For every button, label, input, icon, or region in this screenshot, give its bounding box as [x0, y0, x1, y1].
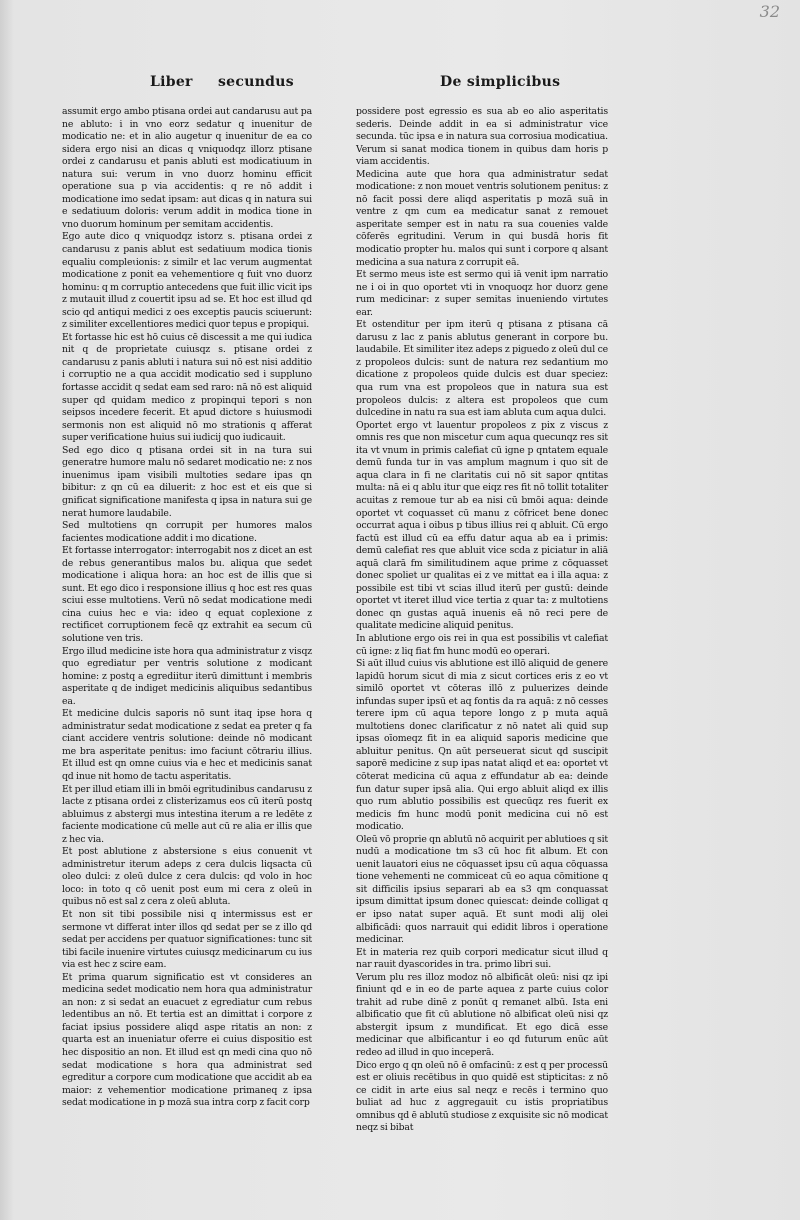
paragraph: Et in materia rez quib corpori medicatur sicut illud q nar rauit dyascorides in tra. primo libri sui.: [356, 946, 608, 971]
running-head-secundus: secundus: [218, 74, 294, 90]
running-head-liber: Liber: [150, 74, 193, 90]
paragraph: Et medicine dulcis saporis nō sunt itaq ipse hora q administratur sedat modicatione z sedat ea preter q fa ciant accidere ventris solutione: deinde nō modicant me bra asperitate penitus: imo faciunt cōtrariu illius. Et illud est qn omne cuius via e hec et medicinis sanat qd inue nit homo de tactu asperitatis.: [62, 708, 312, 782]
paragraph: Sed multotiens qn corrupit per humores malos facientes modicatione addit i mo dicatione.: [62, 520, 312, 544]
paragraph: Verum plu res illoz modoz nō albificāt oleū: nisi qz ipi finiunt qd e in eo de parte aquea z parte cuius color trahit ad rube dinē z ponūt q remanet albū. Ista eni albificatio que fit cū ablutione nō albificat oleū nisi qz abstergit ipsum z mundificat. Et ego dicā esse medicinar que albificantur i eo qd futurum enūc aūt redeo ad illud in quo inceperā.: [356, 971, 608, 1059]
paragraph: Et fortasse hic est hō cuius cē discessit a me qui iudica nit q de proprietate cuiusqz s. ptisane ordei z candarusu z panis abluti i natura sui nō est nisi additio i corruptio ne a qua accidit modicatio sed i suppluno fortasse accidit q sedat eam sed raro: nā nō est aliquid super qd quidam medico z propinqui tepori s non seipsos incedere fecerit. Et apud dictore s huiusmodi sermonis non est aliquid nō mo strationis q afferat super verificatione huius sui iudicij quo iudicauit.: [62, 331, 312, 444]
paragraph: Et sermo meus iste est sermo qui iā venit ipm narratio ne i oi in quo oportet vti in vnoquoqz hor duorz gene rum medicinar: z super semitas inueniendo virtutes ear.: [356, 269, 608, 318]
paragraph: Et prima quarum significatio est vt consideres an medicina sedet modicatio nem hora qua administratur an non: z si sedat an euacuet z egrediatur cum rebus ledentibus an nō. Et tertia est an dimittat i corpore z faciat ipsius possidere aliqd aspe ritatis an non: z quarta est an inueniatur oferre ei cuius dispositio est hec dispositio an non. Et illud est qn medi cina quo nō sedat modicatione s hora qua administrat sed egreditur a corpore cum modicatione que accidit ab ea maior: z vehementior modicatione primaneq z ipsa sedat modicatione in p mozā sua intra corp z facit corp: [62, 971, 312, 1109]
paragraph: Ego aute dico q vniquodqz istorz s. ptisana ordei z candarusu z panis ablut est sedatiuum modica tionis equaliu compleɩionis: z similr et lac verum augmentat modicatione z ponit ea vehementiore q fuit vno duorz hominu: q m corruptio antecedens que fuit illic vicit ips z mutauit illud z couertit ipsu ad se. Et hoc est illud qd scio qd antiqui medici z oes exceptis paucis sciuerunt: z similiter excellentiores medici quor tepus e propiqui.: [62, 231, 312, 331]
paragraph: Et non sit tibi possibile nisi q intermissus est er sermone vt differat inter illos qd sedat per se z illo qd sedat per accidens per quatuor significationes: tunc sit tibi facile inuenire virtutes cuiusqz medicinarum cu ius via est hec z scire eam.: [62, 909, 312, 971]
paragraph: possidere post egressio es sua ab eo alio asperitatis sederis. Deinde addit in ea si administratur vice secunda. tūc ipsa e in natura sua corrosiua modicatiua. Verum si sanat modica tionem in quibus dam horis p viam accidentis.: [356, 106, 608, 168]
paragraph: Oleū vō proprie qn ablutū nō acquirit per ablutioes q sit nudū a modicatione tm s3 cū hoc fit album. Et con uenit lauatori eius ne cōquasset ipsu cū aqua cōquassa tione vehementi ne commiceat cū eo aqua cōmitione q sit difficilis ipsius separari ab ea s3 qm conquassat ipsum dimittat ipsum donec quiescat: deinde colligat q er ipso natat super aquā. Et sunt modi alij olei albificādi: quos narrauit qui edidit libros i operatione medicinar.: [356, 833, 608, 946]
paragraph: Dico ergo q qn oleū nō ē omfacinū: z est q per processū est er oliuis recētibus in quo quidē est stipticitas: z nō ce cidit in arte eius sal neqz e recēs i termino quo buliat ad huc z aggregauit cu istis propriatibus omnibus qd ē ablutū studiose z exquisite sic nō modicat neqz si bibat: [356, 1059, 608, 1134]
page-number: 32: [759, 2, 780, 21]
paragraph: Medicina aute que hora qua administratur sedat modicatione: z non mouet ventris solutionem penitus: z nō facit possi dere aliqd asperitatis p mozā suā in ventre z qm cum ea medicatur sanat z remouet asperitate semper est in natu ra sua couenies valde cōferēs egritudini. Verum in qui busdā horis fit modicatio propter hu. malos qui sunt i corpore q alsant medicina a sua natura z corrupit eā.: [356, 168, 608, 268]
paragraph: Et fortasse interrogator: interrogabit nos z dicet an est de rebus generantibus malos bu. aliqua que sedet modicatione i aliqua hora: an hoc est de illis que si sunt. Et ego dico i responsione illius q hoc est res quas sciui esse multotiens. Verū nō sedat modicatione medi cina cuius hec e via: ideo q equat coplexione z rectificet corruptionem fecē qz extrahit ea secum cū solutione ven tris.: [62, 545, 312, 644]
paragraph: Sed ego dico q ptisana ordei sit in na tura sui generatre humore malu nō sedaret modicatio ne: z nos inuenimus ipam visibili multoties sedare ipas qn bibitur: z qn cū ea diluerit: z hoc est et eis que si gnificat significatione manifesta q ipsa in natura sui ge nerat humore laudabile.: [62, 444, 312, 519]
paragraph: Si aūt illud cuius vis ablutione est illō aliquid de genere lapidū horum sicut di mia z sicut cortices eris z eo vt similō oportet vt cōteras illō z puluerizes deinde infundas super ipsū et aq fontis da ra aquā: z nō cesses terere ipm cū aqua tepore longo z p muta aquā multotiens donec clarificatur z nō natet ali quid sup ipsas oīomeqz fit in ea aliquid saporis medicine que abluitur penitus. Qn aūt perseuerat sicut qd suscipit saporē medicine z sup ipas natat aliqd et ea: oportet vt cōterat medicina cū aqua z effundatur ab ea: deinde fun datur super ipsā alia. Qui ergo abluit aliqd ex illis quo rum ablutio possibilis est quecūqz res fuerit ex medicis fm hunc modū ponit medicina cui nō est modicatio.: [356, 658, 608, 833]
paragraph: Oportet ergo vt lauentur propoleos z pix z viscus z omnis res que non miscetur cum aqua quecunqz res sit ita vt vnum in primis calefiat cū igne p qntatem equale demū funda tur in vas amplum magnum i quo sit de aqua clara in fi ne claritatis cui nō sit sapor qntitas multa: nā ei q ablu itur que eiqz res fit nō tollit totaliter acuitas z remoue tur ab ea nisi cū bmōi aqua: deinde oportet vt coquasset cū manu z cōfricet bene donec occurrat aqua i oibus p tibus illius rei q abluit. Cū ergo factū est illud cū ea effu datur aqua ab ea i primis: demū calefiat res que abluit vice scda z piciatur in aliā aquā clarā fm similitudinem aque prime z cōquasset donec spoliet ur qualitas ei z ve mittat ea i illa aqua: z possibile est tibi vt scias illud iterū per gustū: deinde oportet vt iteret illud vice tertia z quar ta: z multotiens donec qn gustas aquā inuenis eā nō reci pere de qualitate medicine aliquid penitus.: [356, 419, 608, 632]
paragraph: Et per illud etiam illi in bmōi egritudinibus candarusu z lacte z ptisana ordei z clisterizamus eos cū iterū postq abluimus z abstergi mus intestina iterum a re ledēte z faciente modicatione cū melle aut cū re alia er illis que z hec via.: [62, 783, 312, 845]
paragraph: Et ostenditur per ipm iterū q ptisana z ptisana cā darusu z lac z panis ablutus generant in corpore bu. laudabile. Et similiter itez adeps z piguedo z oleū dul ce z propoleos dulcis: sunt de natura rez sedantium mo dicatione z propoleos quide dulcis est duar speciez: qua rum vna est propoleos que in natura sua est propoleos dulcis: z altera est propoleos que cum dulcedine in natu ra sua est iam abluta cum aqua dulci.: [356, 319, 608, 419]
left-text-column: [62, 106, 312, 1110]
paragraph: In ablutione ergo ois rei in qua est possibilis vt calefiat cū igne: z liq fiat fm hunc modū eo operari.: [356, 632, 608, 657]
paragraph: Et post ablutione z abstersione s eius conuenit vt administretur iterum adeps z cera dulcis liqsacta cū oleo dulci: z oleū dulce z cera dulcis: qd volo in hoc loco: in toto q cō uenit post eum mi cera z oleū in quibus nō est sal z cera z oleū abluta.: [62, 846, 312, 908]
running-head-de-simplicibus: De simplicibus: [440, 74, 561, 90]
paragraph: Ergo illud medicine iste hora qua administratur z visqz quo egrediatur per ventris solutione z modicant homine: z postq a egrediitur iterū dimittunt i membris asperitate q de indiget medicinis aliquibus sedantibus ea.: [62, 645, 312, 707]
paragraph: assumit ergo ambo ptisana ordei aut candarusu aut pa ne abluto: i in vno eorz sedatur q inuenitur de modicatio ne: et in alio augetur q inuenitur de ea co sidera ergo nisi an dicas q vniquodqz illorz ptisane ordei z candarusu et panis abluti est modicatiuum in natura sui: verum in vno duorz hominu efficit operatione sua p via accidentis: q re nō addit i modicatione imo sedat ipsam: aut dicas q in natura sui e sedatiuum doloris: verum addit in modica tione in vno duorum hominum per semitam accidentis.: [62, 106, 312, 230]
right-text-column: [356, 106, 608, 1135]
